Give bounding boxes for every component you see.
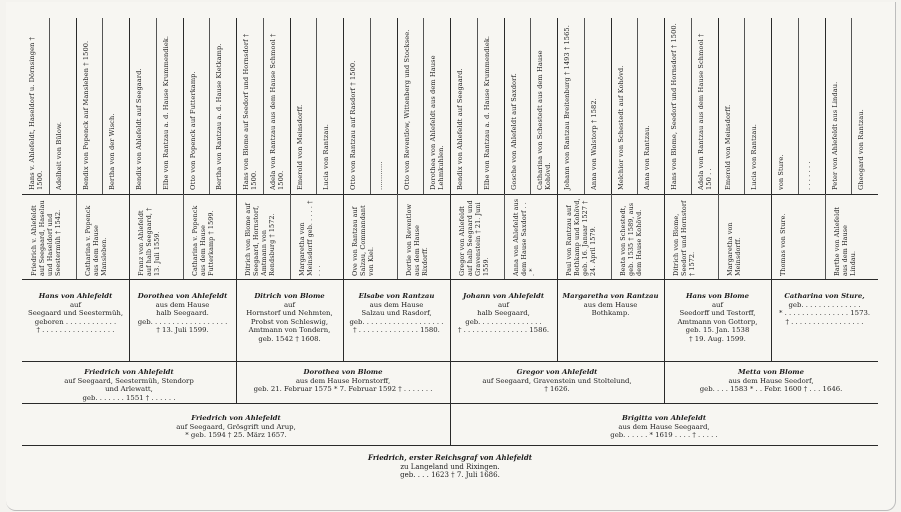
ancestor-gen3-line: auf <box>283 300 296 309</box>
gen2-divider <box>450 361 451 403</box>
ancestor-gen5-name: Otto von Reventlow, Wittenberg und Stocksee. <box>402 29 411 190</box>
ancestor-gen4-name: Margaretha von Meinsdorff. <box>725 222 742 276</box>
ancestor-gen5-cell <box>263 20 290 192</box>
gen3-divider <box>664 279 665 361</box>
ancestor-gen3-line: geb. . . . . . . . . . . . . . <box>788 300 861 309</box>
ancestor-gen1-entry <box>24 414 448 444</box>
gen3-divider <box>450 279 451 361</box>
ancestor-gen5-name: Gosche von Ahlefeldt auf Saxdorf. <box>509 73 518 190</box>
ancestor-gen5-cell <box>718 20 745 192</box>
ancestor-gen3-entry <box>238 292 341 358</box>
ancestor-gen5-cell <box>397 20 424 192</box>
ancestor-gen2-entry <box>238 368 448 402</box>
ancestor-gen3-entry <box>345 292 448 358</box>
ancestor-gen5-cell <box>370 20 397 192</box>
ancestor-gen2-line: auf Seegaard, Seestermüh, Stendorp <box>64 376 194 385</box>
ancestor-gen5-name: Johann von Rantzau Breitenburg † 1493 † 1565. <box>563 25 571 190</box>
ancestor-gen3-line: Hornstorf und Nehmten, <box>246 309 333 318</box>
ancestor-gen4-name: Ditrich von Blome auf Seegaard, Hornstorf, Amtmann von Rendsburg † 1572. <box>244 202 276 276</box>
ancestor-gen4-name: Franz von Ahlefeldt auf halb Seegaard, † 13. Juli 1559. <box>137 207 161 276</box>
gen2-divider <box>236 361 237 403</box>
ancestor-gen3-name: Johann von Ahlefeldt <box>462 292 545 300</box>
ancestor-gen5-name: Bertha von der Wisch. <box>108 113 117 190</box>
gen3-divider <box>557 279 558 361</box>
ancestor-gen5-name: Emerold von Meinsdorff. <box>295 104 304 190</box>
ancestor-gen3-name: Margaretha von Rantzau <box>562 292 659 300</box>
ancestor-gen5-cell <box>49 20 76 192</box>
ancestor-gen3-line: geb. 1542 † 1608. <box>258 334 321 343</box>
ancestor-gen2-line: und Arlewatt, <box>105 385 153 394</box>
ancestor-gen4-name: Anna von Ahlefeldt aus dem Hause Saxdorf . . . * <box>511 198 536 276</box>
ancestor-gen3-entry <box>773 292 876 358</box>
ancestor-gen4-cell <box>450 196 504 278</box>
ancestor-gen3-line: † . . . . . . . . . . . . . . . . . <box>36 326 115 335</box>
ancestor-gen5-name: Bendix von Ahlefeldt auf Seegaard. <box>135 68 143 190</box>
ancestor-gen4-cell <box>718 196 772 278</box>
ancestor-gen3-name: Dorothea von Ahlefeldt <box>137 292 228 300</box>
ancestor-gen3-name: Ditrich von Blome <box>254 292 325 300</box>
ancestor-gen5-name: Hans von Blome auf Seedorf und Hornsdorf † 1500. <box>242 33 259 190</box>
ancestor-gen5-cell <box>102 20 129 192</box>
ancestor-gen2-line: geb. . . . 1583 * . . Febr. 1600 † . . . 1646. <box>699 385 843 394</box>
ancestor-gen5-name: Bertha von Rantzau a. d. Hause Kletkamp. <box>215 43 224 190</box>
ancestor-gen2-name: Gregor von Ahlefeldt <box>516 368 598 376</box>
ancestor-gen5-cell <box>504 20 531 192</box>
ancestor-gen3-line: halb Seegaard, <box>477 309 530 318</box>
ancestor-gen3-line: † . . . . . . . . . . . . . . . . . <box>785 317 864 326</box>
ancestor-gen2-name: Friedrich von Ahlefeldt <box>84 368 174 376</box>
ancestor-gen5-name: Lucia von Rantzau. <box>322 124 331 190</box>
ancestor-gen3-entry <box>559 292 662 358</box>
ancestor-gen4-name: Barthe von Ahlefeldt aus dem Hause Lindau. <box>832 206 857 276</box>
ancestor-gen5-name: ............. <box>375 161 384 190</box>
ancestor-gen3-entry <box>452 292 555 358</box>
ancestor-gen3-line: aus dem Hause <box>155 300 210 309</box>
ancestor-gen5-name: Peter von Ahlefeldt aus Lindau. <box>830 81 839 190</box>
ancestor-gen1-entry <box>452 414 876 444</box>
ancestor-gen5-name: Bendix von Ahlefeldt auf Seegaard. <box>456 68 464 190</box>
ancestor-gen2-entry <box>666 368 876 402</box>
ancestor-gen5-name: Bendix von Popenck auf Mansleben † 1500. <box>81 40 90 190</box>
ancestor-gen5-cell <box>343 20 370 192</box>
ancestor-gen5-name: Otto von Rantzau auf Rasdorf † 1500. <box>349 60 357 190</box>
ancestor-gen4-cell <box>397 196 451 278</box>
ancestor-gen1-name: Brigitta von Ahlefeldt <box>621 414 707 422</box>
ancestor-gen5-name: Melchior von Schestedt auf Kohövd. <box>616 65 625 190</box>
ancestor-gen2-name: Dorothea von Blome <box>303 368 383 376</box>
ancestor-gen4-name: Thomas von Sture. <box>779 213 787 276</box>
ancestor-gen5-cell <box>183 20 210 192</box>
ancestor-gen5-cell <box>423 20 450 192</box>
ancestor-gen1-line: * geb. 1594 † 25. März 1657. <box>185 431 287 440</box>
ancestor-gen4-name: Beata von Schestedt, geb. 1535 † 1589, aus dem Hause Kohövd. <box>618 202 643 276</box>
ancestor-gen3-name: Catharina von Sture, <box>784 292 865 300</box>
ancestor-gen5-name: Hans v. Ahlefeldt, Haseldorf u. Dörnsingen † 1500. <box>28 36 45 190</box>
ancestor-gen2-line: geb. . . . . . . 1551 † . . . . . . <box>82 393 176 402</box>
ancestor-gen3-line: Salzau und Rasdorf, <box>361 309 432 318</box>
ancestor-gen2-entry <box>452 368 662 402</box>
ancestor-gen2-name: Metta von Blome <box>738 368 804 376</box>
ancestor-gen4-name: Ditrich von Blome, Seedorf und Hornstorf † 1572. <box>672 200 696 276</box>
ancestor-gen4-name: Friedrich v. Ahlefeldt auf Seegaard, Haselau und Haseldorf und Seestermüh † 1542. <box>30 200 62 276</box>
root-line-1: zu Langeland und Rixingen. <box>400 462 500 471</box>
ancestor-gen3-line: geb. . . . . . . . . . . . . . . . . . <box>137 317 228 326</box>
ancestor-gen3-name: Elsabe von Rantzau <box>358 292 435 300</box>
ancestor-gen5-name: Elbe von Rantzau a. d. Hause Krummendiek. <box>482 35 491 190</box>
ancestor-gen5-cell <box>22 20 49 192</box>
ancestor-gen3-line: auf <box>711 300 724 309</box>
ancestor-gen2-line: aus dem Hause Hornstorff, <box>295 376 391 385</box>
ancestor-gen3-line: geboren . . . . . . . . . . . . <box>34 317 117 326</box>
ancestor-gen2-line: † 1626. <box>544 385 570 394</box>
ancestor-gen1-line: geb. . . . . . * 1619 . . . . † . . . . . <box>610 431 718 440</box>
ancestor-gen3-line: † 13. Juli 1599. <box>156 326 209 335</box>
ancestor-gen5-name: von Sture. <box>777 154 785 190</box>
ancestor-gen5-name: Anna von Walstorp † 1582. <box>589 98 598 190</box>
ancestor-gen4-cell <box>76 196 130 278</box>
ancestor-gen3-line: auf <box>497 300 510 309</box>
ancestor-gen5-cell <box>798 20 825 192</box>
ancestor-gen5-cell <box>584 20 611 192</box>
ancestor-gen3-entry <box>131 292 234 358</box>
ancestor-gen2-line: geb. 21. Februar 1575 * 7. Februar 1592 † . . . . . . . <box>253 385 433 394</box>
ancestor-gen3-line: auf <box>69 300 82 309</box>
ancestor-gen3-line: Amtmann von Tondern, <box>248 326 331 335</box>
ancestor-gen4-cell <box>504 196 558 278</box>
ancestor-gen5-cell <box>825 20 852 192</box>
rule-top-root <box>22 445 878 446</box>
ancestor-gen4-cell <box>557 196 611 278</box>
gen3-divider <box>771 279 772 361</box>
ancestor-gen2-entry <box>24 368 234 402</box>
ancestor-gen3-line: Amtmann von Gottorp, <box>677 317 758 326</box>
ancestor-gen5-cell <box>691 20 718 192</box>
ancestor-gen5-cell <box>851 20 878 192</box>
ancestor-gen3-line: † 19. Aug. 1599. <box>689 334 746 343</box>
ancestor-gen3-line: aus dem Hause <box>583 300 638 309</box>
ancestor-gen5-name: Catharina von Schestedt aus dem Hause Kohövd. <box>536 50 553 190</box>
ancestor-gen5-name: Dorothea von Ahlefeldt aus dem Hause Lehmkuhlen. <box>429 55 446 190</box>
ancestor-gen5-cell <box>557 20 584 192</box>
ancestor-gen3-line: halb Seegaard. <box>156 309 209 318</box>
ancestor-gen5-name: Anna von Rantzau. <box>643 125 652 190</box>
ancestor-gen2-line: aus dem Hause Seedorf, <box>728 376 814 385</box>
ancestor-gen4-name: Dortie von Reventlow aus dem Hause Rixdorff. <box>404 203 429 276</box>
ancestor-gen5-name: Emerold von Meinsdorff. <box>723 104 732 190</box>
ancestor-gen4-name: Ove von Rantzau auf Salzau, Commandant von Kiel. <box>351 205 375 276</box>
gen3-divider <box>236 279 237 361</box>
root-name: Friedrich, erster Reichsgraf von Ahlefeldt <box>368 453 532 462</box>
ancestor-gen3-name: Hans von Blome <box>686 292 749 300</box>
ancestor-gen5-cell <box>290 20 317 192</box>
ancestor-gen3-entry <box>24 292 127 358</box>
ancestor-gen4-cell <box>664 196 718 278</box>
ancestor-gen4-cell <box>22 196 76 278</box>
ancestor-gen4-name: Catharina v. Popenck aus dem Hause Mansleben. <box>83 205 108 276</box>
ancestor-gen5-cell <box>316 20 343 192</box>
ancestor-gen5-name: Elbe von Rantzau a. d. Hause Krummendiek. <box>161 35 170 190</box>
ancestor-gen5-cell <box>209 20 236 192</box>
ancestor-gen4-cell <box>343 196 397 278</box>
ancestor-gen4-cell <box>236 196 290 278</box>
ancestor-gen4-cell <box>129 196 183 278</box>
ancestor-gen5-name: Adelheit von Bülow. <box>54 121 63 190</box>
ancestor-gen3-line: Seedorff und Testorff, <box>679 309 756 318</box>
ancestor-gen5-cell <box>76 20 103 192</box>
ancestor-gen3-line: † . . . . . . . . . . . . . . . 1586. <box>457 326 550 335</box>
ancestor-gen3-entry <box>666 292 769 358</box>
ancestor-gen5-cell <box>477 20 504 192</box>
ancestor-gen3-line: † . . . . . . . . . . . . . . 1580. <box>353 326 440 335</box>
ancestor-gen4-cell <box>611 196 665 278</box>
ancestor-gen5-cell <box>611 20 638 192</box>
gen3-divider <box>129 279 130 361</box>
root-entry <box>300 454 600 480</box>
ancestor-gen5-name: Adela von Rantzau aus dem Hause Schmool † 150 . . <box>696 33 713 190</box>
ancestor-gen5-name: Adela von Rantzau aus dem Hause Schmool † 1500. <box>268 33 285 190</box>
ancestor-gen3-line: Seegaard und Seestermüh, <box>27 309 124 318</box>
ancestor-gen5-cell <box>236 20 263 192</box>
ancestor-gen4-cell <box>183 196 237 278</box>
ancestor-gen4-cell <box>771 196 825 278</box>
ancestor-gen5-name: Gheogard von Rantzau. <box>857 109 866 190</box>
ancestor-gen2-line: auf Seegaard, Gravenstein und Stoltelund, <box>482 376 632 385</box>
ancestor-gen4-name: Gregor von Ahlefeldt auf halb Seegaard und Gravenstein † 21. Juni 1559. <box>458 200 490 276</box>
root-line-2: geb. . . . 1623 † 7. Juli 1686. <box>400 471 500 480</box>
ancestor-gen5-name: Otto von Popenck auf Futterkamp. <box>188 71 197 190</box>
ancestor-gen4-name: Catharina v. Popenck aus dem Hause Futterkamp † 1599. <box>190 205 215 276</box>
ancestor-gen3-line: geb. 15. Jan. 1538 <box>685 326 750 335</box>
gen2-divider <box>664 361 665 403</box>
gen3-divider <box>343 279 344 361</box>
ancestor-gen3-line: Probst von Schleswig, <box>250 317 329 326</box>
ancestor-gen5-cell <box>530 20 557 192</box>
ancestor-gen5-cell <box>450 20 477 192</box>
ancestor-gen4-name: Margaretha von Meinsdorff geb. . . . . † . . . <box>297 200 322 276</box>
ancestor-gen5-cell <box>129 20 156 192</box>
ancestor-gen4-cell <box>290 196 344 278</box>
ancestor-gen3-line: geb. . . . . . . . . . . . . . . <box>465 317 542 326</box>
ancestor-gen5-name: . . . . . . . <box>803 161 812 190</box>
ancestor-gen5-cell <box>771 20 798 192</box>
ancestor-gen3-name: Hans von Ahlefeldt <box>38 292 113 300</box>
ancestor-gen1-name: Friedrich von Ahlefeldt <box>191 414 281 422</box>
ancestor-gen4-cell <box>825 196 879 278</box>
ancestor-gen5-cell <box>637 20 664 192</box>
gen1-divider <box>450 403 451 445</box>
ancestor-gen5-cell <box>156 20 183 192</box>
ancestor-gen5-cell <box>664 20 691 192</box>
ancestor-gen4-name: Paul von Rantzau auf Bothkamp und Kohövd, geb. 16. Januar 1527 † 24. April 1579. <box>565 198 597 276</box>
ancestor-gen3-line: geb. . . . . . . . . . . . . . . . . . . <box>349 317 444 326</box>
ancestor-gen3-line: aus dem Hause <box>369 300 424 309</box>
ancestor-gen5-cell <box>744 20 771 192</box>
ancestor-gen1-line: auf Seegaard, Grösgrift und Arup, <box>176 422 296 431</box>
ancestor-gen3-line: * . . . . . . . . . . . . . . . 1573. <box>778 309 871 318</box>
ancestor-gen3-line: Bothkamp. <box>591 309 630 318</box>
ancestor-gen5-name: Hans von Blome, Seedorf und Hornsdorf † 1500. <box>670 23 678 190</box>
ancestor-gen1-line: aus dem Hause Seegaard, <box>618 422 710 431</box>
ancestor-gen5-name: Lucia von Rantzau. <box>750 124 759 190</box>
